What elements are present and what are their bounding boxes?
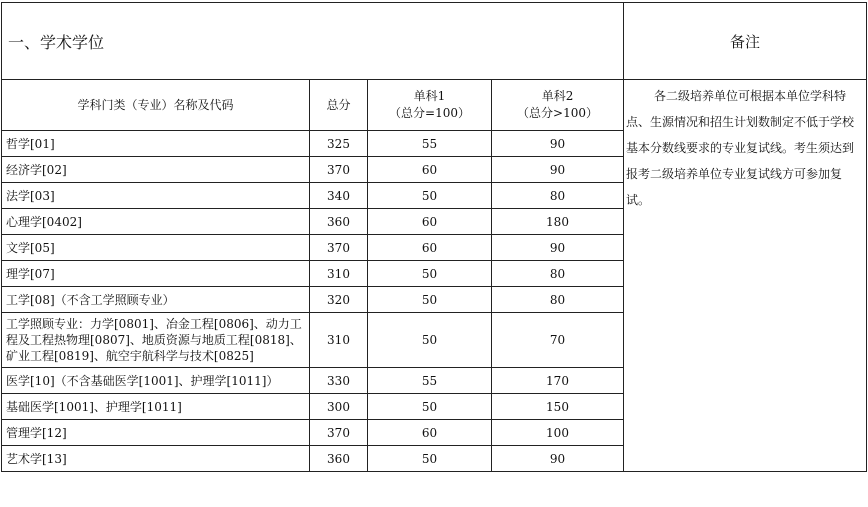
row-category: 文学[05] (2, 235, 310, 261)
row-single1: 50 (368, 446, 492, 472)
row-single1: 50 (368, 394, 492, 420)
header-category: 学科门类（专业）名称及代码 (2, 80, 310, 131)
row-single1: 55 (368, 131, 492, 157)
header-single1-note: （总分=100） (389, 106, 470, 120)
row-category: 医学[10]（不含基础医学[1001]、护理学[1011]） (2, 368, 310, 394)
row-single1: 60 (368, 157, 492, 183)
row-single2: 170 (492, 368, 624, 394)
row-single2: 180 (492, 209, 624, 235)
row-single2: 100 (492, 420, 624, 446)
row-total: 330 (310, 368, 368, 394)
row-category: 艺术学[13] (2, 446, 310, 472)
header-total: 总分 (310, 80, 368, 131)
row-single1: 55 (368, 368, 492, 394)
row-single2: 90 (492, 235, 624, 261)
row-total: 340 (310, 183, 368, 209)
row-total: 320 (310, 287, 368, 313)
row-total: 370 (310, 420, 368, 446)
row-category: 理学[07] (2, 261, 310, 287)
row-category: 经济学[02] (2, 157, 310, 183)
row-single2: 80 (492, 287, 624, 313)
row-single1: 50 (368, 313, 492, 368)
row-total: 370 (310, 235, 368, 261)
row-single1: 50 (368, 287, 492, 313)
row-category: 哲学[01] (2, 131, 310, 157)
header-single1 (368, 80, 492, 131)
row-category: 心理学[0402] (2, 209, 310, 235)
row-single2: 150 (492, 394, 624, 420)
row-category: 管理学[12] (2, 420, 310, 446)
header-single2-label: 单科2 (541, 89, 574, 103)
header-single2 (492, 80, 624, 131)
row-single2: 90 (492, 157, 624, 183)
header-single1-label: 单科1 (413, 89, 446, 103)
row-single2: 80 (492, 183, 624, 209)
row-category: 工学[08]（不含工学照顾专业） (2, 287, 310, 313)
header-single2-note: （总分>100） (517, 106, 598, 120)
row-category: 法学[03] (2, 183, 310, 209)
score-table (1, 2, 867, 472)
row-category: 基础医学[1001]、护理学[1011] (2, 394, 310, 420)
row-single1: 60 (368, 420, 492, 446)
row-single1: 60 (368, 235, 492, 261)
row-single2: 90 (492, 446, 624, 472)
row-single2: 90 (492, 131, 624, 157)
row-total: 370 (310, 157, 368, 183)
remark-text: 各二级培养单位可根据本单位学科特点、生源情况和招生计划数制定不低于学校基本分数线要求的专业复试线。考生须达到报考二级培养单位专业复试线方可参加复试。 (624, 80, 867, 472)
row-single1: 60 (368, 209, 492, 235)
section-title: 一、学术学位 (2, 3, 624, 80)
row-single1: 50 (368, 261, 492, 287)
row-single2: 70 (492, 313, 624, 368)
row-single1: 50 (368, 183, 492, 209)
row-total: 325 (310, 131, 368, 157)
row-total: 360 (310, 446, 368, 472)
row-total: 310 (310, 313, 368, 368)
row-category: 工学照顾专业：力学[0801]、冶金工程[0806]、动力工程及工程热物理[0807]、地质资源与地质工程[0818]、矿业工程[0819]、航空宇航科学与技术[0825] (2, 313, 310, 368)
row-single2: 80 (492, 261, 624, 287)
row-total: 360 (310, 209, 368, 235)
remark-header: 备注 (624, 3, 867, 80)
row-total: 310 (310, 261, 368, 287)
row-total: 300 (310, 394, 368, 420)
